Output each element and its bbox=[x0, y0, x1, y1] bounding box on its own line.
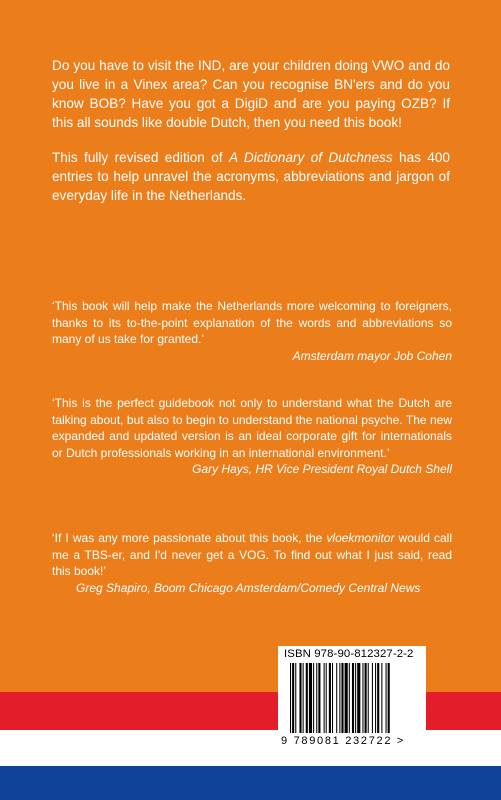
endorsement-2 bbox=[52, 395, 452, 478]
barcode-bar bbox=[309, 663, 312, 733]
barcode-bar bbox=[306, 663, 308, 733]
barcode-bar bbox=[375, 663, 376, 733]
barcode-bar bbox=[341, 663, 343, 733]
quote-attribution: Greg Shapiro, Boom Chicago Amsterdam/Comedy Central News bbox=[76, 580, 421, 595]
barcode-bar bbox=[349, 663, 350, 733]
barcode-bar bbox=[326, 663, 327, 733]
barcode-bar bbox=[355, 663, 356, 733]
barcode-bar bbox=[329, 663, 331, 733]
book-title: A Dictionary of Dutchness bbox=[228, 150, 393, 165]
barcode-bar bbox=[365, 663, 367, 733]
quote-text-part: would call me a TBS-er, and I'd never get a VOG. To find out what I just said, read this book!’ bbox=[52, 531, 452, 579]
blurb bbox=[52, 56, 450, 221]
barcode-bar bbox=[339, 663, 340, 733]
endorsement-1 bbox=[52, 298, 452, 364]
barcode-bar bbox=[377, 663, 379, 733]
endorsement-3 bbox=[52, 530, 452, 596]
barcode-bar bbox=[313, 663, 314, 733]
flag-stripe-blue bbox=[0, 766, 501, 800]
barcode-bar bbox=[290, 663, 291, 733]
quote-text: ‘This is the perfect guidebook not only to understand what the Dutch are talking about, but also to begin to understand the national psyche. The new expanded and updated version is an ideal corporate gift for internationals or Dutch professionals working in an international environment.’ bbox=[52, 396, 452, 460]
barcode-bar bbox=[324, 663, 325, 733]
barcode-bar bbox=[345, 663, 348, 733]
quote-text: ‘This book will help make the Netherlands more welcoming to foreigners, thanks to its to-the-point explanation of the words and abbreviations so many of us take for granted.’ bbox=[52, 299, 452, 347]
barcode-bar bbox=[352, 663, 354, 733]
quote-attribution: Amsterdam mayor Job Cohen bbox=[292, 348, 452, 363]
barcode-bar bbox=[316, 663, 317, 733]
isbn-label: ISBN 978-90-812327-2-2 bbox=[284, 648, 414, 660]
barcode-bar bbox=[357, 663, 360, 733]
barcode-bar bbox=[362, 663, 363, 733]
barcode-bar bbox=[372, 663, 373, 733]
barcode-bar bbox=[299, 663, 301, 733]
barcode-bar bbox=[295, 663, 296, 733]
barcode-bar bbox=[336, 663, 337, 733]
quote-text-part: ‘If I was any more passionate about this book, the bbox=[52, 531, 327, 545]
barcode-bar bbox=[388, 663, 390, 733]
barcode-digits: 9 789081 232722 > bbox=[281, 735, 406, 747]
blurb-text: has 400 entries to help unravel the acronyms, abbreviations and jargon of everyday life in the Netherlands. bbox=[52, 150, 450, 203]
blurb-paragraph-2 bbox=[52, 148, 450, 205]
quote-attribution: Gary Hays, HR Vice President Royal Dutch Shell bbox=[192, 462, 452, 477]
barcode bbox=[278, 646, 426, 751]
barcode-bar bbox=[386, 663, 387, 733]
barcode-bar bbox=[381, 663, 382, 733]
quote-text bbox=[52, 530, 452, 580]
barcode-bar bbox=[292, 663, 294, 733]
barcode-bar bbox=[332, 663, 333, 733]
barcode-bar bbox=[368, 663, 369, 733]
blurb-text: This fully revised edition of bbox=[52, 150, 229, 165]
barcode-bar bbox=[318, 663, 320, 733]
blurb-paragraph-1: Do you have to visit the IND, are your children doing VWO and do you live in a Vinex area? Can you recognise BN'ers and do you know BOB? Have you got a DigiD and are you paying OZB? If this all sounds like double Dutch, then you need this book! bbox=[52, 58, 450, 130]
quote-italic-word: vloekmonitor bbox=[326, 531, 395, 545]
barcode-bar bbox=[303, 663, 304, 733]
